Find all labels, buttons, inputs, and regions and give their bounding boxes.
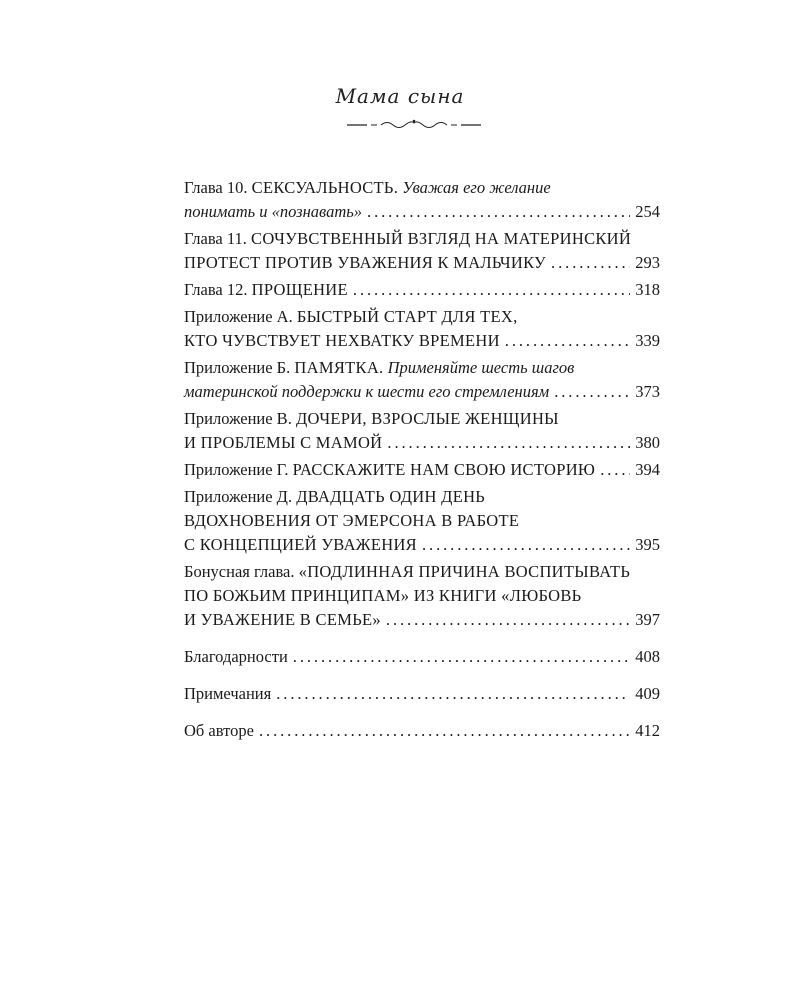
toc-page-number[interactable]: 408	[635, 647, 660, 666]
toc-entry-line	[184, 407, 660, 431]
toc-page-number[interactable]: 380	[635, 433, 660, 452]
toc-entry-text	[184, 719, 254, 743]
toc-page-number[interactable]: 412	[635, 721, 660, 740]
toc-entry-title: ПО БОЖЬИМ ПРИНЦИПАМ» ИЗ КНИГИ «ЛЮБОВЬ	[184, 586, 582, 605]
toc-entry-title: БЫСТРЫЙ СТАРТ ДЛЯ ТЕХ,	[296, 307, 518, 326]
toc-leader-dots	[353, 278, 630, 302]
toc-entry-title: СОЧУВСТВЕННЫЙ ВЗГЛЯД НА МАТЕРИНСКИЙ	[251, 229, 632, 248]
toc-entry[interactable]	[184, 645, 660, 669]
toc-page-number[interactable]: 293	[635, 253, 660, 272]
toc-leader-dots	[293, 645, 630, 669]
toc-entry[interactable]	[184, 176, 660, 224]
toc-entry-title: С КОНЦЕПЦИЕЙ УВАЖЕНИЯ	[184, 535, 417, 554]
toc-page-number[interactable]: 394	[635, 460, 660, 479]
toc-entry-title: ПРОЩЕНИЕ	[251, 280, 348, 299]
toc-entry-label: Глава 10.	[184, 178, 252, 197]
toc-entry-text	[184, 645, 288, 669]
toc-entry-title: И УВАЖЕНИЕ В СЕМЬЕ»	[184, 610, 381, 629]
toc-entry-subtitle: Применяйте шесть шагов	[383, 358, 575, 377]
toc-leader-dots	[387, 431, 630, 455]
toc-entry[interactable]	[184, 278, 660, 302]
toc-entry-line	[184, 645, 660, 669]
toc-entry-label: Приложение А.	[184, 307, 297, 326]
toc-entry-subtitle: материнской поддержки к шести его стремлениям	[184, 382, 550, 401]
toc-entry-label: Глава 11.	[184, 229, 252, 248]
toc-entry-title: ПАМЯТКА.	[294, 358, 384, 377]
toc-entry-title: «ПОДЛИННАЯ ПРИЧИНА ВОСПИТЫВАТЬ	[298, 562, 631, 581]
toc-entry-subtitle: понимать и «познавать»	[184, 202, 363, 221]
toc-entry-label: Примечания	[184, 684, 272, 703]
toc-entry-line	[184, 560, 660, 584]
toc-entry-text	[184, 251, 546, 275]
toc-entry-line	[184, 682, 660, 706]
toc-entry-line	[184, 584, 660, 608]
toc-entry-text	[184, 584, 581, 608]
toc-entry-line	[184, 356, 660, 380]
toc-entry-title: ДОЧЕРИ, ВЗРОСЛЫЕ ЖЕНЩИНЫ	[295, 409, 559, 428]
toc-leader-dots	[367, 200, 630, 224]
toc-entry-line	[184, 227, 660, 251]
toc-entry-title: ПРОТЕСТ ПРОТИВ УВАЖЕНИЯ К МАЛЬЧИКУ	[184, 253, 547, 272]
toc-entry-text	[184, 407, 559, 431]
toc-entry-title: РАССКАЖИТЕ НАМ СВОЮ ИСТОРИЮ	[292, 460, 596, 479]
toc-entry-label: Приложение В.	[184, 409, 296, 428]
toc-entry-text	[184, 227, 631, 251]
toc-entry-label: Благодарности	[184, 647, 288, 666]
toc-page-number[interactable]: 254	[635, 202, 660, 221]
toc-page-number[interactable]: 397	[635, 610, 660, 629]
toc-entry-text	[184, 278, 348, 302]
toc-entry[interactable]	[184, 356, 660, 404]
toc-entry-label: Приложение Г.	[184, 460, 293, 479]
toc-leader-dots	[386, 608, 630, 632]
toc-entry-label: Глава 12.	[184, 280, 252, 299]
toc-leader-dots	[259, 719, 630, 743]
toc-entry-text	[184, 200, 362, 224]
toc-entry-text	[184, 176, 551, 200]
toc-leader-dots	[600, 458, 630, 482]
toc-page-number[interactable]: 395	[635, 535, 660, 554]
toc-entry-text	[184, 485, 485, 509]
toc-entry[interactable]	[184, 485, 660, 557]
toc-leader-dots	[505, 329, 630, 353]
toc-entry-text	[184, 431, 382, 455]
table-of-contents	[184, 176, 660, 746]
toc-entry-text	[184, 305, 518, 329]
toc-entry[interactable]	[184, 682, 660, 706]
toc-entry-line	[184, 509, 660, 533]
toc-entry[interactable]	[184, 227, 660, 275]
toc-entry-line	[184, 533, 660, 557]
toc-entry-line	[184, 608, 660, 632]
toc-entry-line	[184, 719, 660, 743]
toc-entry-label: Об авторе	[184, 721, 254, 740]
toc-entry-text	[184, 533, 417, 557]
toc-leader-dots	[276, 682, 630, 706]
toc-entry-line	[184, 251, 660, 275]
toc-page-number[interactable]: 409	[635, 684, 660, 703]
toc-entry-text	[184, 458, 595, 482]
toc-entry[interactable]	[184, 458, 660, 482]
toc-page-number[interactable]: 318	[635, 280, 660, 299]
toc-entry-title: КТО ЧУВСТВУЕТ НЕХВАТКУ ВРЕМЕНИ	[184, 331, 500, 350]
toc-entry-label: Бонусная глава.	[184, 562, 299, 581]
toc-entry-subtitle: Уважая его желание	[398, 178, 551, 197]
toc-entry-line	[184, 278, 660, 302]
toc-entry-line	[184, 485, 660, 509]
toc-entry-title: ВДОХНОВЕНИЯ ОТ ЭМЕРСОНА В РАБОТЕ	[184, 511, 520, 530]
toc-entry-text	[184, 560, 630, 584]
toc-entry-label: Приложение Д.	[184, 487, 297, 506]
toc-leader-dots	[551, 251, 630, 275]
toc-entry-line	[184, 431, 660, 455]
toc-leader-dots	[554, 380, 630, 404]
running-header-title: Мама сына	[335, 84, 465, 108]
toc-entry-line	[184, 200, 660, 224]
toc-entry-line	[184, 458, 660, 482]
toc-entry-text	[184, 380, 549, 404]
toc-entry-text	[184, 509, 519, 533]
toc-entry-title: И ПРОБЛЕМЫ С МАМОЙ	[184, 433, 383, 452]
toc-entry-line	[184, 176, 660, 200]
ornament-divider-icon	[347, 117, 481, 131]
toc-entry-title: ДВАДЦАТЬ ОДИН ДЕНЬ	[296, 487, 486, 506]
toc-entry-line	[184, 380, 660, 404]
toc-page-number[interactable]: 339	[635, 331, 660, 350]
toc-entry[interactable]	[184, 560, 660, 632]
toc-page-number[interactable]: 373	[635, 382, 660, 401]
toc-entry-line	[184, 305, 660, 329]
toc-leader-dots	[422, 533, 630, 557]
toc-entry[interactable]	[184, 407, 660, 455]
toc-entry[interactable]	[184, 719, 660, 743]
toc-entry-text	[184, 608, 381, 632]
toc-entry-text	[184, 329, 500, 353]
toc-entry[interactable]	[184, 305, 660, 353]
toc-entry-line	[184, 329, 660, 353]
toc-entry-text	[184, 356, 574, 380]
toc-entry-title: СЕКСУАЛЬНОСТЬ.	[251, 178, 399, 197]
toc-entry-text	[184, 682, 271, 706]
toc-entry-label: Приложение Б.	[184, 358, 295, 377]
